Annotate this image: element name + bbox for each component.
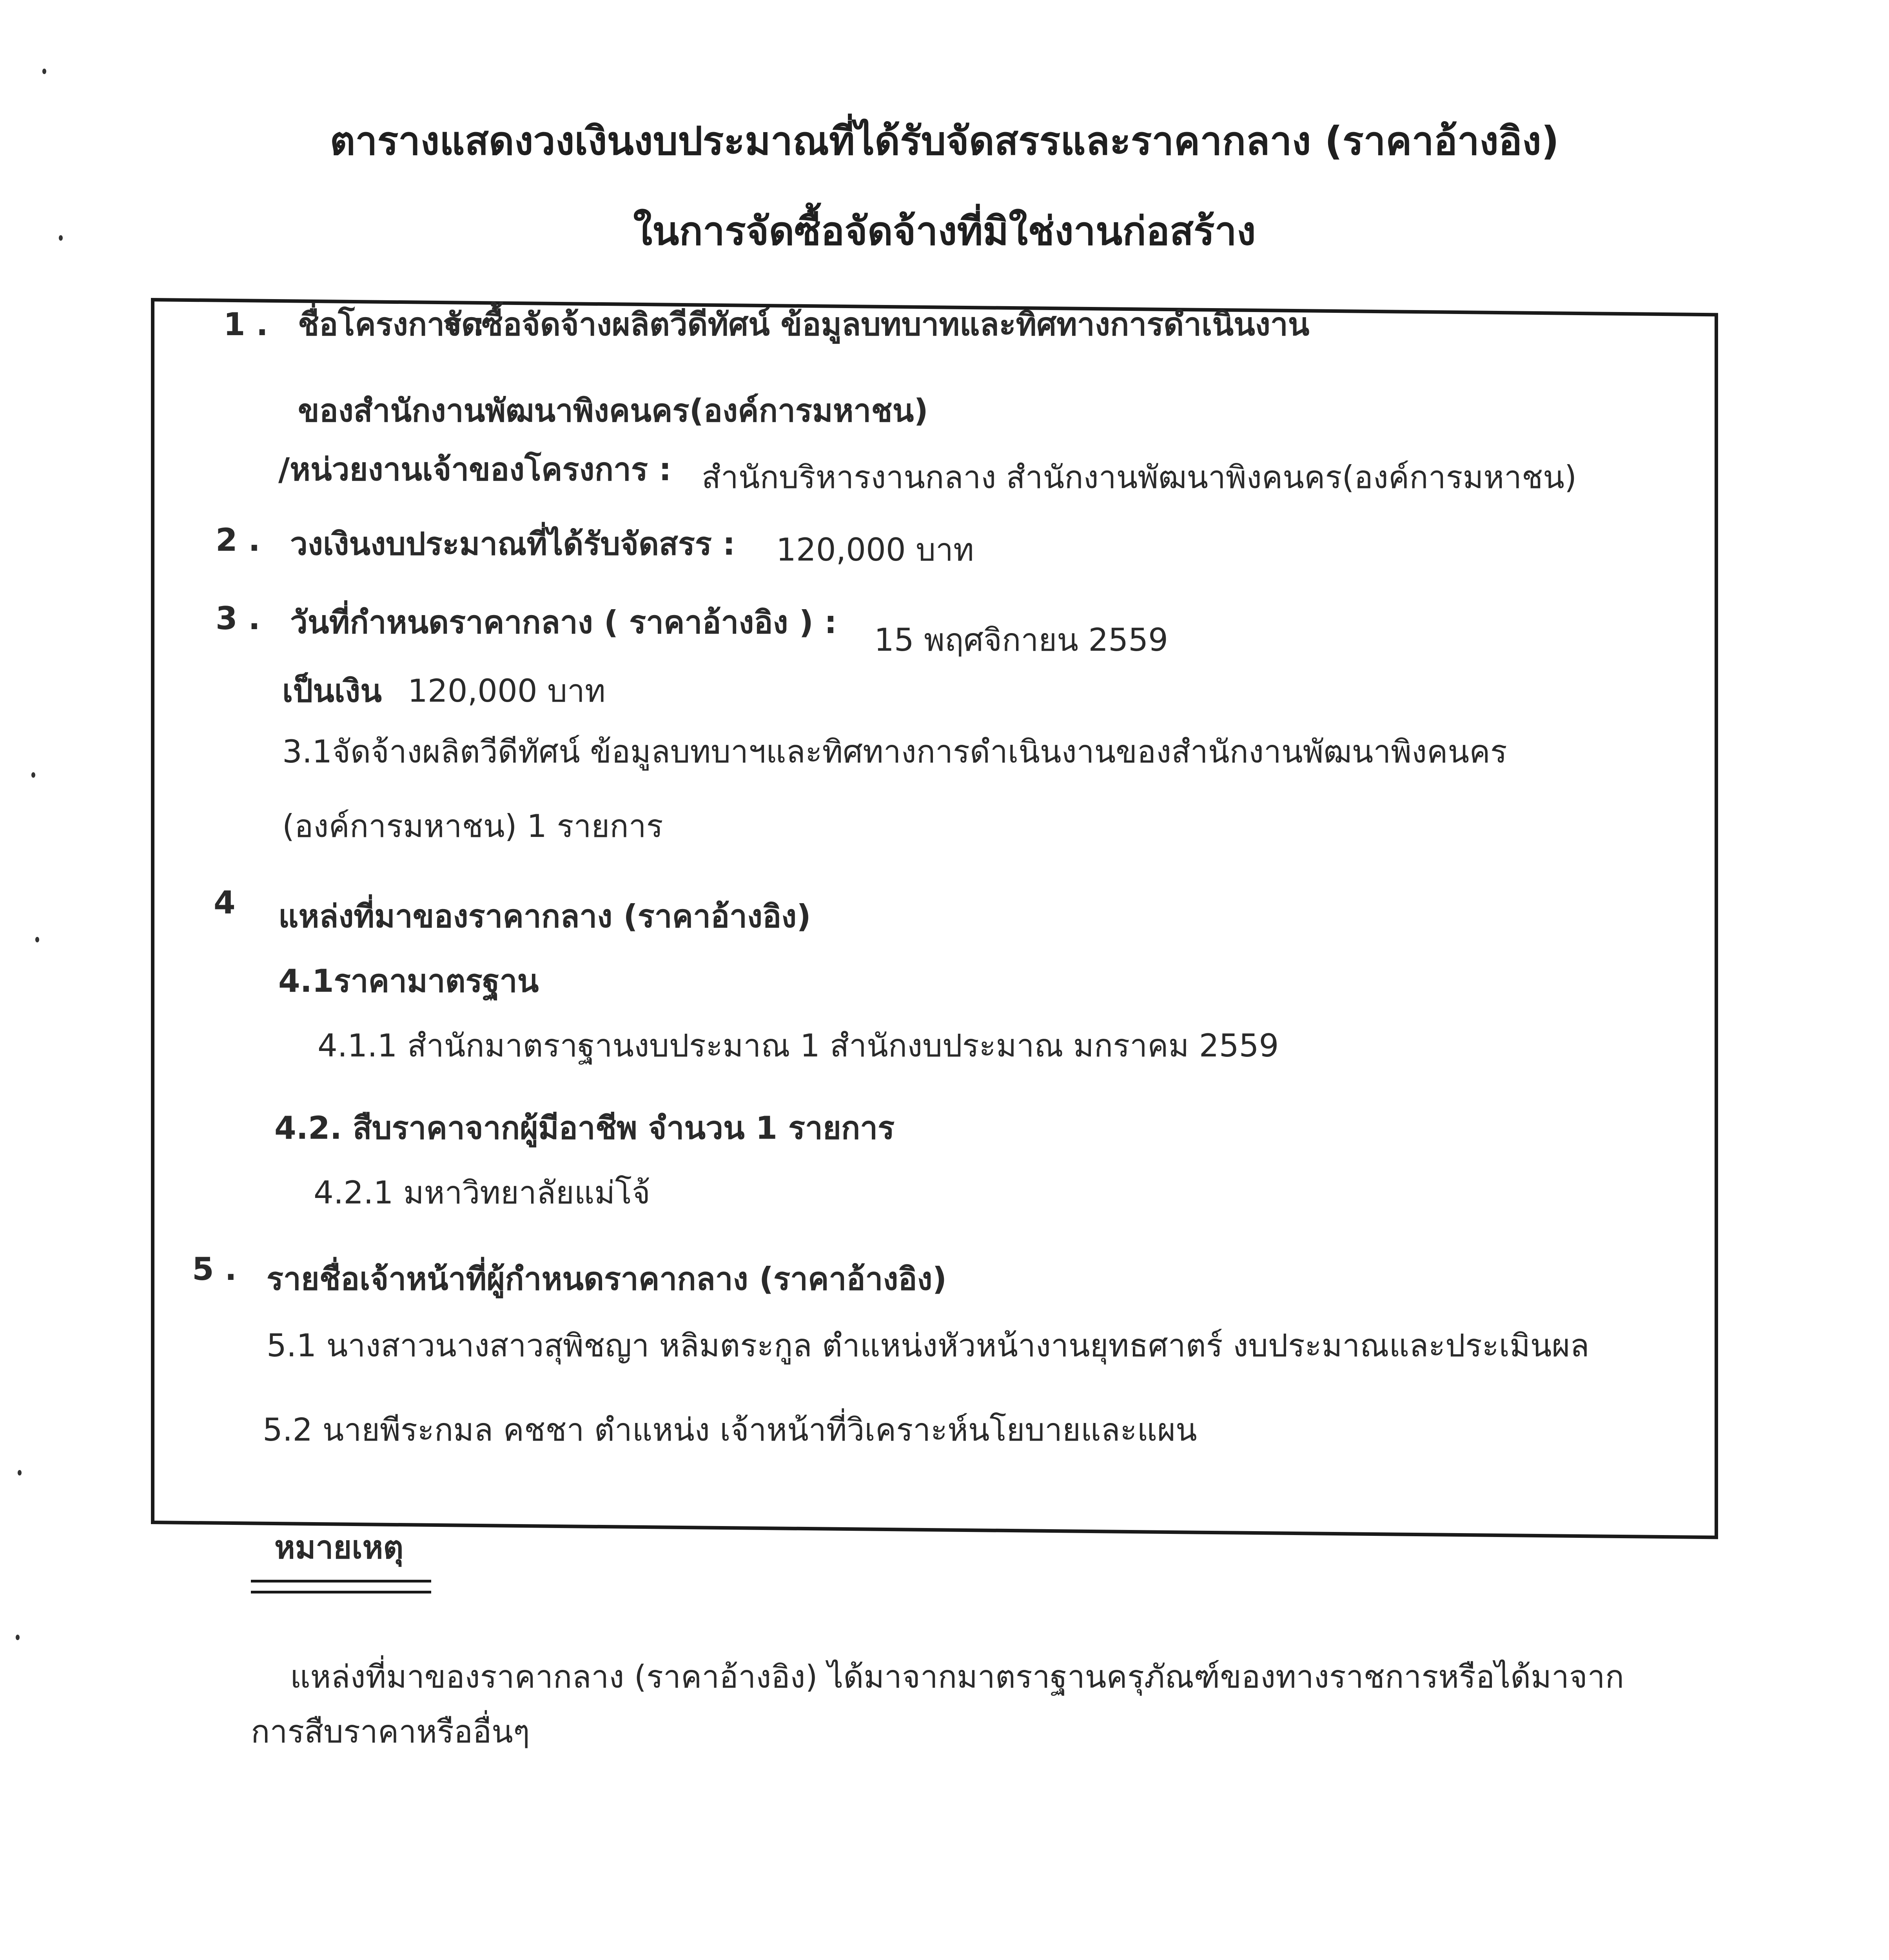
item-2-value: 120,000 บาท xyxy=(776,532,974,568)
item-3-detail-1: 3.1จัดจ้างผลิตวีดีทัศน์ ข้อมูลบทบาฯและทิศทางการดำเนินงานของสำนักงานพัฒนาพิงคนคร xyxy=(282,733,1507,770)
note-line-1: แหล่งที่มาของราคากลาง (ราคาอ้างอิง) ได้มาจากมาตราฐานครุภัณฑ์ของทางราชการหรือได้มาจาก xyxy=(290,1659,1624,1695)
item-4-1-1: 4.1.1 สำนักมาตราฐานงบประมาณ 1 สำนักงบประมาณ มกราคม 2559 xyxy=(318,1027,1279,1064)
item-5-person-1: 5.1 นางสาวนางสาวสุพิชญา หลิมตระกูล ตำแหน่งหัวหน้างานยุทธศาตร์ งบประมาณและประเมินผล xyxy=(267,1327,1590,1364)
item-1-project-name-2: ของสำนักงานพัฒนาพิงคนคร(องค์การมหาชน) xyxy=(298,392,928,429)
scan-mark xyxy=(31,772,35,778)
document-title: ตารางแสดงวงเงินงบประมาณที่ได้รับจัดสรรและราคากลาง (ราคาอ้างอิง) xyxy=(330,118,1559,164)
note-underline xyxy=(251,1591,431,1593)
item-4-number: 4 xyxy=(214,884,236,921)
scan-mark xyxy=(35,937,39,942)
item-5-number: 5 . xyxy=(192,1251,237,1287)
item-1-number: 1 . xyxy=(223,306,268,343)
item-3-detail-2: (องค์การมหาชน) 1 รายการ xyxy=(282,808,663,844)
item-1-owner-value: สำนักบริหารงานกลาง สำนักงานพัฒนาพิงคนคร(องค์การมหาชน) xyxy=(702,459,1577,495)
item-3-amount-value: 120,000 บาท xyxy=(408,673,606,709)
scan-mark xyxy=(18,1470,22,1475)
item-2-label: วงเงินงบประมาณที่ได้รับจัดสรร : xyxy=(290,526,735,562)
item-4-label: แหล่งที่มาของราคากลาง (ราคาอ้างอิง) xyxy=(278,898,811,935)
item-1-project-name-1: จัดซื้อจัดจ้างผลิตวีดีทัศน์ ข้อมูลบทบาทและทิศทางการดำเนินงาน xyxy=(443,306,1310,343)
item-3-amount-label: เป็นเงิน xyxy=(282,673,382,709)
item-3-date: 15 พฤศจิกายน 2559 xyxy=(874,622,1168,658)
item-1-project-label: ชื่อโครงการ : xyxy=(298,306,485,343)
scan-mark xyxy=(42,69,46,74)
item-3-label: วันที่กำหนดราคากลาง ( ราคาอ้างอิง ) : xyxy=(290,604,837,641)
item-2-number: 2 . xyxy=(216,522,260,558)
item-4-1-label: 4.1ราคามาตรฐาน xyxy=(278,963,539,999)
note-line-2: การสืบราคาหรืออื่นๆ xyxy=(251,1713,530,1750)
document-subtitle: ในการจัดซื้อจัดจ้างที่มิใช่งานก่อสร้าง xyxy=(633,208,1256,254)
note-underline xyxy=(251,1580,431,1583)
item-5-person-2: 5.2 นายพีระกมล คชชา ตำแหน่ง เจ้าหน้าที่วิเคราะห์นโยบายและแผน xyxy=(263,1412,1197,1448)
note-heading: หมายเหตุ xyxy=(274,1529,404,1566)
item-5-label: รายชื่อเจ้าหน้าที่ผู้กำหนดราคากลาง (ราคาอ้างอิง) xyxy=(267,1261,947,1297)
item-1-owner-label: /หน่วยงานเจ้าของโครงการ : xyxy=(278,451,671,488)
item-4-2-label: 4.2. สืบราคาจากผู้มีอาชีพ จำนวน 1 รายการ xyxy=(274,1110,895,1146)
item-3-number: 3 . xyxy=(216,600,260,637)
scan-mark xyxy=(16,1635,20,1640)
item-4-2-1: 4.2.1 มหาวิทยาลัยแม่โจ้ xyxy=(314,1174,650,1211)
